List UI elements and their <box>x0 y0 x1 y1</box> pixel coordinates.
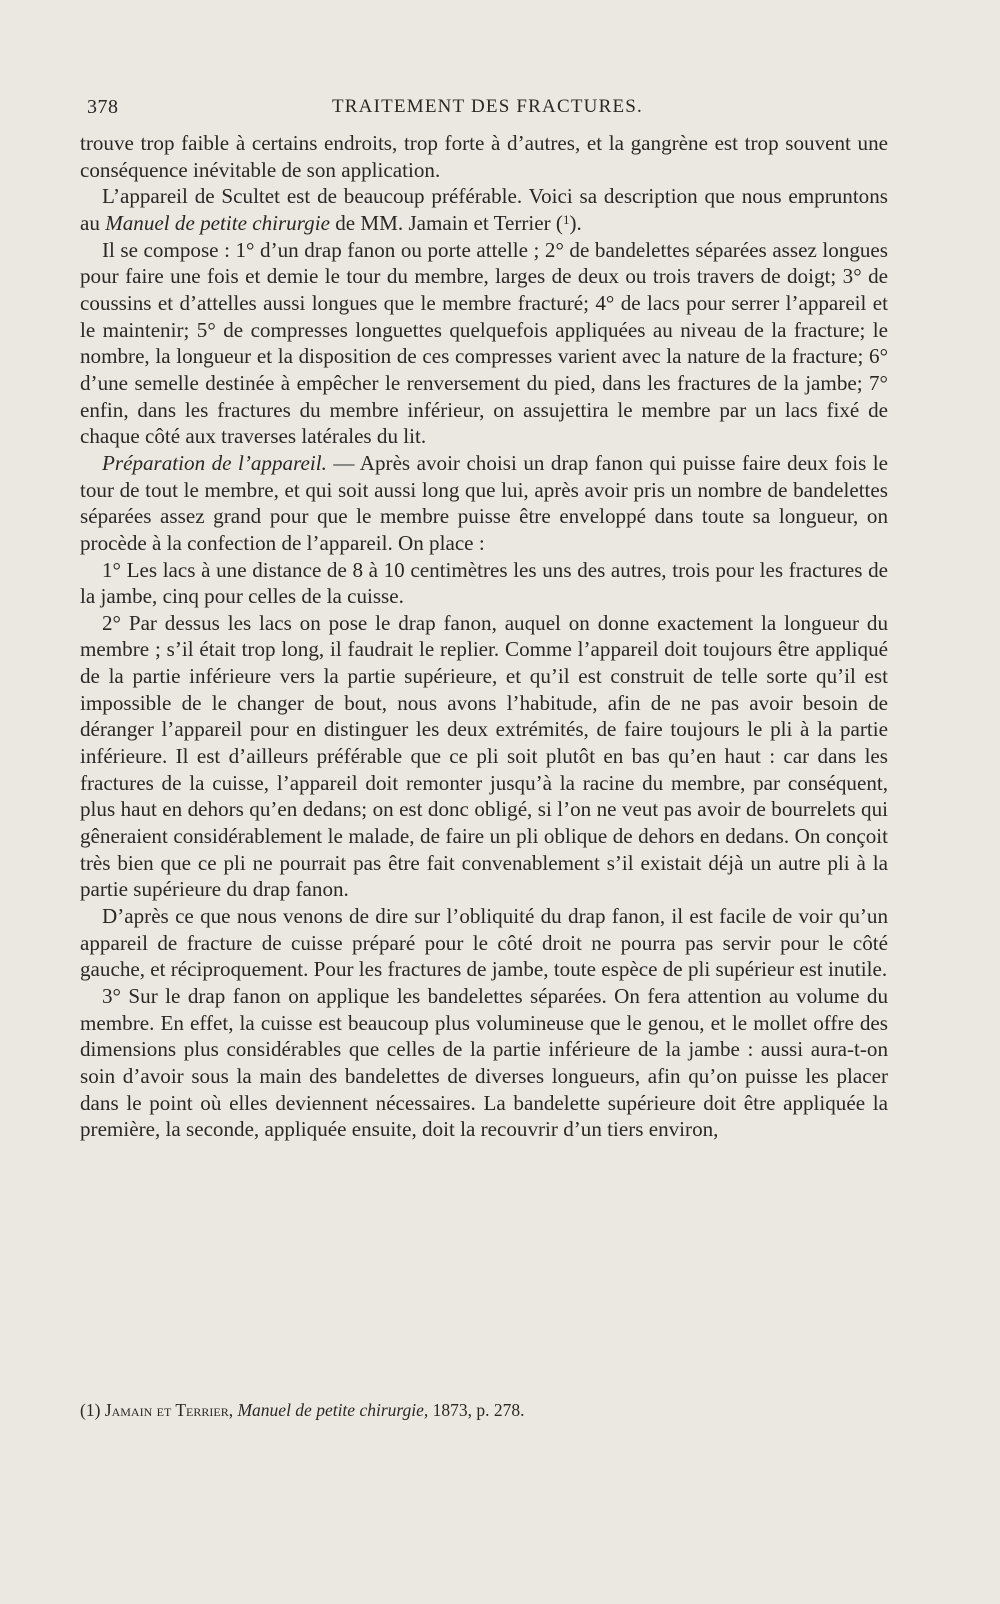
body-text <box>80 130 888 1143</box>
paragraph-step-1: 1° Les lacs à une distance de 8 à 10 centimètres les uns des autres, trois pour les fractures de la jambe, cinq pour celles de la cuisse. <box>80 557 888 609</box>
footnote-authors: Jamain et Terrier, <box>104 1400 234 1420</box>
footnote <box>80 1400 888 1421</box>
text-run: de MM. Jamain et Terrier ( <box>329 210 563 235</box>
paragraph-scultet-intro <box>80 183 888 236</box>
footnote-details: 1873, p. 278. <box>428 1400 525 1420</box>
paragraph-preparation <box>80 450 888 557</box>
paragraph-continuation: trouve trop faible à certains endroits, trop forte à d’autres, et la gangrène est trop souvent une conséquence inévitable de son application. <box>80 131 888 182</box>
paragraph-step-2: 2° Par dessus les lacs on pose le drap fanon, auquel on donne exactement la longueur du membre ; s’il était trop long, il faudrait le replier. Comme l’appareil doit toujours être appliqué de la partie inférieure vers la partie supérieure, et qu’il est construit de telle sorte qu’il est impossible de le changer de bout, nous avons l’habitude, afin de ne pas avoir besoin de déranger l’appareil pour en distinguer les deux extrémités, de faire toujours le pli à la partie inférieure. Il est d’ailleurs préférable que ce pli soit plutôt en bas qu’en haut : car dans les fractures de la cuisse, l’appareil doit remonter jusqu’à la racine du membre, par conséquent, plus haut en dehors qu’en dedans; on est donc obligé, si l’on ne veut pas avoir de bourrelets qui gêneraient considérablement le malade, de faire un pli oblique de dehors en dedans. On conçoit très bien que ce pli ne pourrait pas être fait convenablement s’il existait déjà un autre pli à la partie supérieure du drap fanon. <box>80 610 888 902</box>
section-heading: Préparation de l’appareil. <box>102 450 327 475</box>
footnote-marker: (1) <box>80 1400 101 1420</box>
text-run: — Après avoir choisi un drap fanon qui puisse faire deux fois le tour de tout le membre, et qui soit aussi long que lui, après avoir pris un nombre de bandelettes séparées assez grand pour que le membre puisse être enveloppé dans toute sa longueur, on procède à la confection de l’appareil. On place : <box>80 450 888 555</box>
footnote-title: Manuel de petite chirurgie, <box>237 1400 429 1420</box>
page-number: 378 <box>87 96 119 118</box>
text-run: L’appareil de Scultet est de beaucoup préférable. Voici sa description que nous empruntons au <box>80 184 888 235</box>
footnote-ref: 1 <box>562 212 570 228</box>
running-title: TRAITEMENT DES FRACTURES. <box>332 96 643 117</box>
paragraph-step-3: 3° Sur le drap fanon on applique les bandelettes séparées. On fera attention au volume du membre. En effet, la cuisse est beaucoup plus volumineuse que le genou, et le mollet offre des dimensions plus considérables que celles de la partie inférieure de la jambe : aussi aura-t-on soin d’avoir sous la main des bandelettes de diverses longueurs, afin qu’on puisse les placer dans le point où elles deviennent nécessaires. La bandelette supérieure doit être appliquée la première, la seconde, appliquée ensuite, doit la recouvrir d’un tiers environ, <box>80 984 888 1142</box>
paragraph-composition: Il se compose : 1° d’un drap fanon ou porte attelle ; 2° de bandelettes séparées assez longues pour faire une fois et demie le tour du membre, larges de deux ou trois travers de doigt; 3° de coussins et d’attelles aussi longues que le membre fracturé; 4° de lacs pour serrer l’appareil et le maintenir; 5° de compresses longuettes quelquefois appliquées au niveau de la fracture; le nombre, la longueur et la disposition de ces compresses varient avec la nature de la fracture; 6° d’une semelle destinée à empêcher le renversement du pied, dans les fractures de la jambe; 7° enfin, dans les fractures du membre inférieur, on assujettira le membre par un lacs fixé de chaque côté aux traverses latérales du lit. <box>80 237 888 449</box>
book-title: Manuel de petite chirurgie <box>105 210 330 235</box>
paragraph-obliquity: D’après ce que nous venons de dire sur l’obliquité du drap fanon, il est facile de voir qu’un appareil de fracture de cuisse préparé pour le côté droit ne pourra pas servir pour le côté gauche, et réciproquement. Pour les fractures de jambe, toute espèce de pli supérieur est inutile. <box>80 904 888 982</box>
text-run: ). <box>569 210 582 235</box>
page-header <box>87 96 887 126</box>
